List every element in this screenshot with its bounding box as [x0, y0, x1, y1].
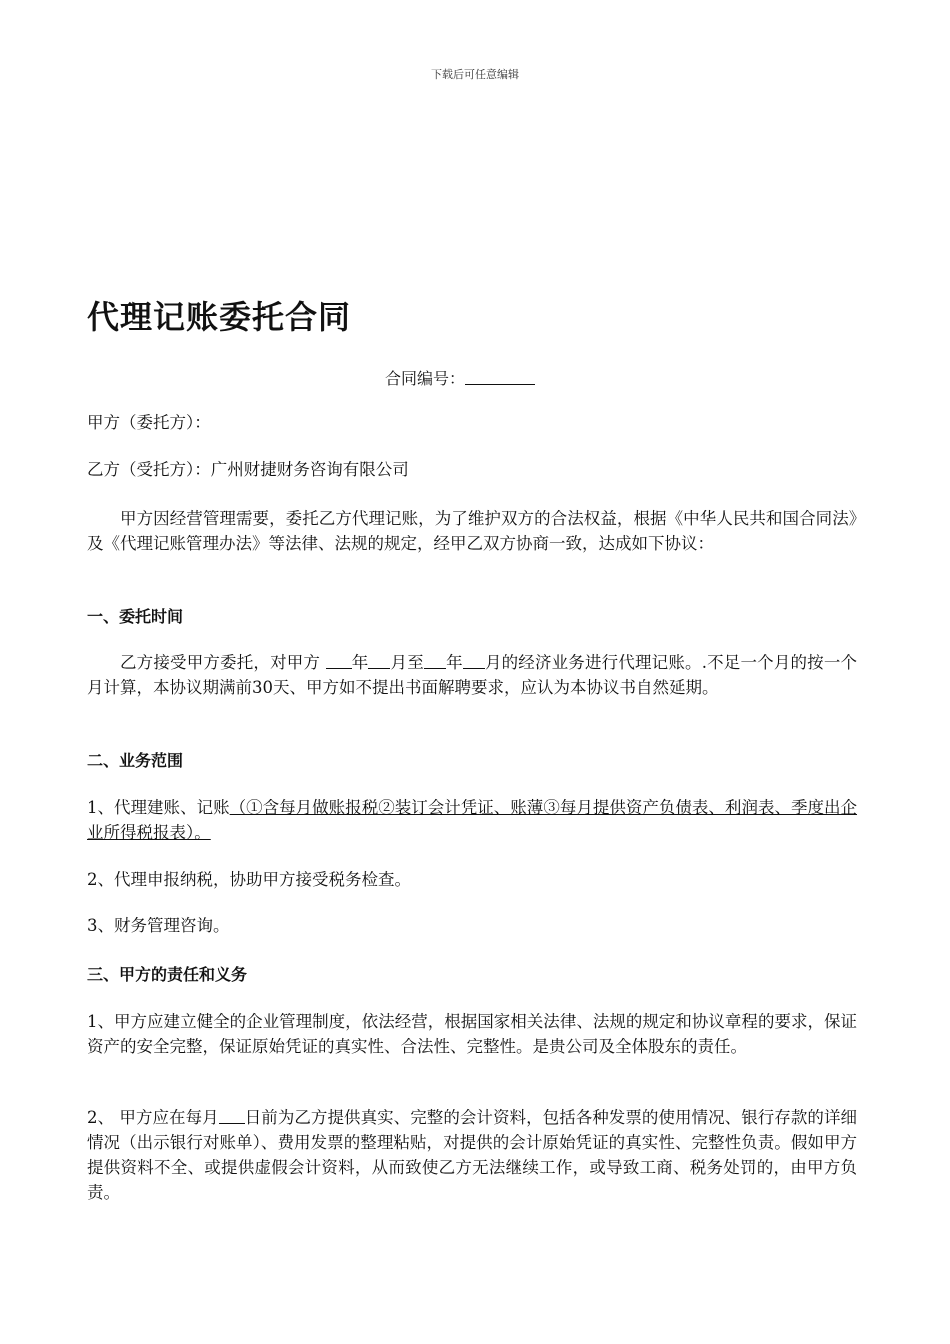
s1-text-b: 月的经济业务进行代理记账。.不足一个月的按一个月计算，本协议期满前30天、甲方如不提出书面解聘要求，应认为本协议书自然延期。 [87, 653, 858, 697]
document-title: 代理记账委托合同 [87, 298, 352, 336]
party-b: 乙方（受托方）：广州财捷财务咨询有限公司 [87, 460, 409, 479]
section-2-heading: 二、业务范围 [87, 751, 184, 770]
year-blank-1[interactable] [326, 654, 352, 669]
section-1-paragraph [87, 650, 857, 700]
contract-number-blank[interactable] [465, 370, 535, 385]
page-header: 下载后可任意编辑 [431, 68, 519, 81]
s2-item1-text: 1、代理建账、记账 [87, 798, 230, 817]
contract-number [385, 366, 535, 389]
section-1-heading: 一、委托时间 [87, 607, 184, 626]
year-blank-2[interactable] [424, 654, 446, 669]
section-3-item-2 [87, 1105, 857, 1205]
s3-item2-text-b: 日前为乙方提供真实、完整的会计资料，包括各种发票的使用情况、银行存款的详细情况（出示银行对账单）、费用发票的整理粘贴，对提供的会计原始凭证的真实性、完整性负责。假如甲方提供资料不全、或提供虚假会计资料，从而致使乙方无法继续工作，或导致工商、税务处罚的，由甲方负责。 [87, 1108, 857, 1202]
section-3-item-1: 1、甲方应建立健全的企业管理制度，依法经营，根据国家相关法律、法规的规定和协议章程的要求，保证资产的安全完整，保证原始凭证的真实性、合法性、完整性。是贵公司及全体股东的责任。 [87, 1012, 857, 1056]
intro-paragraph: 甲方因经营管理需要，委托乙方代理记账，为了维护双方的合法权益，根据《中华人民共和国合同法》及《代理记账管理办法》等法律、法规的规定，经甲乙双方协商一致，达成如下协议： [87, 509, 857, 553]
month-blank-1[interactable] [368, 654, 390, 669]
section-2-item-2: 2、代理申报纳税，协助甲方接受税务检查。 [87, 870, 411, 889]
contract-number-label: 合同编号： [385, 369, 466, 388]
s1-month1: 月至 [390, 653, 424, 672]
section-2-item-3: 3、财务管理咨询。 [87, 916, 230, 935]
s1-text-a: 乙方接受甲方委托，对甲方 [120, 653, 326, 672]
s1-year2: 年 [445, 653, 463, 672]
party-a: 甲方（委托方）： [87, 413, 211, 432]
section-3-heading: 三、甲方的责任和义务 [87, 965, 248, 984]
s3-item2-text-a: 2、 甲方应在每月 [87, 1108, 219, 1127]
month-blank-2[interactable] [463, 654, 485, 669]
day-blank[interactable] [219, 1109, 245, 1124]
s1-year1: 年 [351, 653, 369, 672]
section-2-item-1 [87, 795, 857, 845]
s2-item1-underlined: （①含每月做账报税②装订会计凭证、账薄③每月提供资产负债表、利润表、季度出企业所得税报表）。 [87, 798, 858, 842]
